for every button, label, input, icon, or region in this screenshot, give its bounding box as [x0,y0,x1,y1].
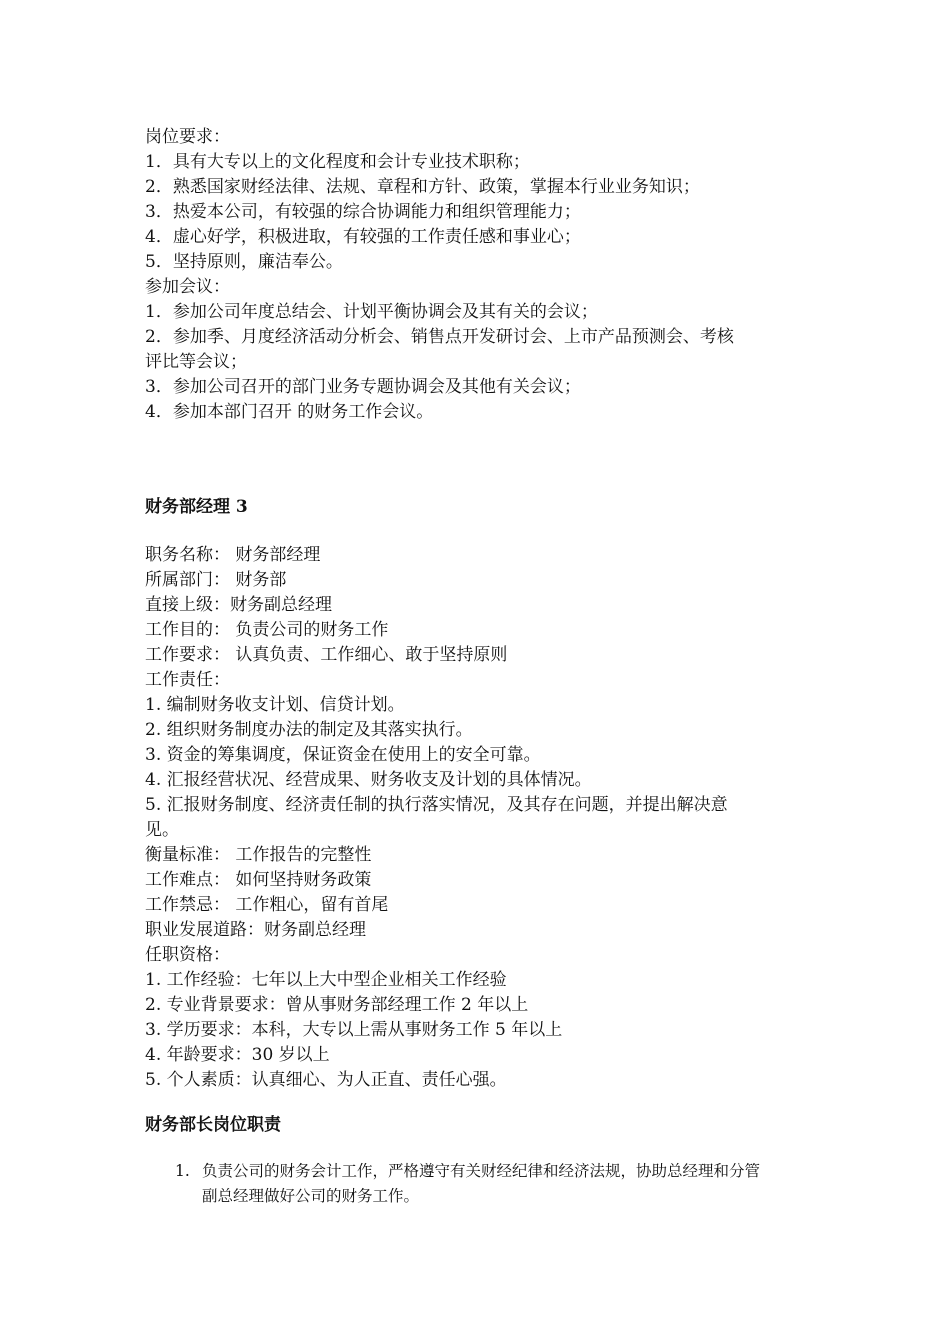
field-line: 工作禁忌： 工作粗心，留有首尾 [145,895,389,915]
list-item: 5. 汇报财务制度、经济责任制的执行落实情况，及其存在问题，并提出解决意 [145,795,728,815]
list-item-continuation: 评比等会议； [145,352,247,372]
list-item: 5. 个人素质：认真细心、为人正直、责任心强。 [145,1070,507,1090]
field-line: 任职资格： [145,945,230,965]
list-item: 4. 汇报经营状况、经营成果、财务收支及计划的具体情况。 [145,770,592,790]
list-item: 2．熟悉国家财经法律、法规、章程和方针、政策，掌握本行业业务知识； [145,177,700,197]
section-heading: 财务部长岗位职责 [145,1115,281,1135]
field-line: 工作目的： 负责公司的财务工作 [145,620,389,640]
list-item: 1．参加公司年度总结会、计划平衡协调会及其有关的会议； [145,302,598,322]
list-item: 3．热爱本公司，有较强的综合协调能力和组织管理能力； [145,202,581,222]
section-title: 参加会议： [145,277,230,297]
list-item: 1. 工作经验：七年以上大中型企业相关工作经验 [145,970,507,990]
list-item: 5．坚持原则，廉洁奉公。 [145,252,343,272]
list-item: 4. 年龄要求：30 岁以上 [145,1045,330,1065]
list-item: 4．参加本部门召开 的财务工作会议。 [145,402,434,422]
list-item: 1. 编制财务收支计划、信贷计划。 [145,695,405,715]
list-item: 负责公司的财务会计工作，严格遵守有关财经纪律和经济法规，协助总经理和分管 [202,1162,761,1180]
section-title: 岗位要求： [145,127,230,147]
list-item: 3. 资金的筹集调度，保证资金在使用上的安全可靠。 [145,745,541,765]
list-item: 2. 专业背景要求：曾从事财务部经理工作 2 年以上 [145,995,529,1015]
list-item-continuation: 见。 [145,820,179,840]
list-number: 1. [175,1162,190,1180]
list-item: 4．虚心好学，积极进取，有较强的工作责任感和事业心； [145,227,581,247]
list-item: 3. 学历要求：本科，大专以上需从事财务工作 5 年以上 [145,1020,563,1040]
section-heading: 财务部经理 3 [145,497,248,517]
field-line: 所属部门： 财务部 [145,570,287,590]
field-line: 衡量标准： 工作报告的完整性 [145,845,372,865]
field-line: 职务名称： 财务部经理 [145,545,321,565]
field-line: 工作责任： [145,670,230,690]
field-line: 工作难点： 如何坚持财务政策 [145,870,372,890]
list-item-continuation: 副总经理做好公司的财务工作。 [202,1187,420,1205]
field-line: 工作要求： 认真负责、工作细心、敢于坚持原则 [145,645,508,665]
list-item: 1．具有大专以上的文化程度和会计专业技术职称； [145,152,530,172]
list-item: 2. 组织财务制度办法的制定及其落实执行。 [145,720,473,740]
field-line: 职业发展道路：财务副总经理 [145,920,366,940]
list-item: 2．参加季、月度经济活动分析会、销售点开发研讨会、上市产品预测会、考核 [145,327,734,347]
list-item: 3．参加公司召开的部门业务专题协调会及其他有关会议； [145,377,581,397]
field-line: 直接上级：财务副总经理 [145,595,332,615]
